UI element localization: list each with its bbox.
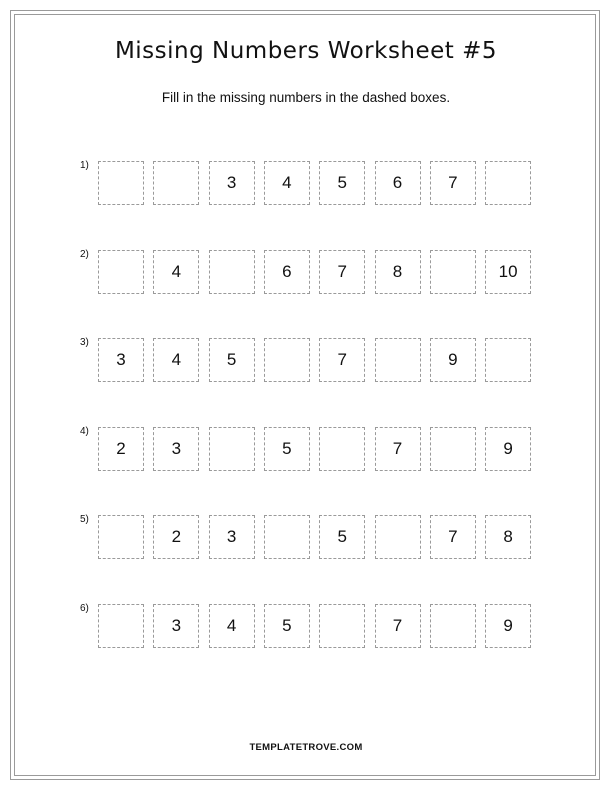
number-box: 8 [485, 515, 531, 559]
number-box: 7 [430, 515, 476, 559]
number-box: 4 [209, 604, 255, 648]
number-box: 3 [98, 338, 144, 382]
missing-number-box[interactable] [98, 515, 144, 559]
missing-number-box[interactable] [485, 161, 531, 205]
missing-number-box[interactable] [375, 338, 421, 382]
missing-number-box[interactable] [98, 250, 144, 294]
missing-number-box[interactable] [98, 161, 144, 205]
missing-number-box[interactable] [319, 427, 365, 471]
missing-number-box[interactable] [430, 427, 476, 471]
missing-number-box[interactable] [485, 338, 531, 382]
number-box: 6 [264, 250, 310, 294]
problem-number: 5) [80, 514, 89, 525]
problem-row [0, 250, 612, 296]
problem-number: 4) [80, 425, 89, 437]
number-box: 5 [319, 515, 365, 559]
number-box: 5 [209, 338, 255, 382]
missing-number-box[interactable] [98, 604, 144, 648]
number-box: 7 [430, 161, 476, 205]
number-box: 10 [485, 250, 531, 294]
missing-number-box[interactable] [209, 427, 255, 471]
number-box: 5 [264, 427, 310, 471]
number-box: 9 [485, 604, 531, 648]
worksheet-title: Missing Numbers Worksheet #5 [114, 38, 498, 64]
number-box: 7 [375, 427, 421, 471]
missing-number-box[interactable] [430, 604, 476, 648]
problem-row [0, 515, 612, 561]
number-box: 3 [209, 515, 255, 559]
missing-number-box[interactable] [153, 161, 199, 205]
missing-number-box[interactable] [264, 338, 310, 382]
missing-number-box[interactable] [209, 250, 255, 294]
problem-row [0, 604, 612, 650]
missing-number-box[interactable] [430, 250, 476, 294]
number-box: 4 [153, 250, 199, 294]
number-box: 9 [430, 338, 476, 382]
number-box: 5 [319, 161, 365, 205]
number-box: 4 [153, 338, 199, 382]
number-box: 3 [153, 427, 199, 471]
number-box: 3 [153, 604, 199, 648]
number-box: 7 [375, 604, 421, 648]
footer-brand: TEMPLATETROVE.COM [249, 742, 363, 753]
problem-number: 3) [80, 337, 89, 348]
problem-row [0, 427, 612, 473]
number-box: 7 [319, 338, 365, 382]
missing-number-box[interactable] [375, 515, 421, 559]
number-box: 5 [264, 604, 310, 648]
number-box: 9 [485, 427, 531, 471]
missing-number-box[interactable] [264, 515, 310, 559]
missing-number-box[interactable] [319, 604, 365, 648]
problem-row [0, 161, 612, 207]
number-box: 6 [375, 161, 421, 205]
number-box: 4 [264, 161, 310, 205]
instructions: Fill in the missing numbers in the dashed boxes. [161, 90, 451, 105]
number-box: 2 [98, 427, 144, 471]
number-box: 2 [153, 515, 199, 559]
number-box: 8 [375, 250, 421, 294]
number-box: 3 [209, 161, 255, 205]
problem-number: 6) [80, 602, 89, 614]
number-box: 7 [319, 250, 365, 294]
problem-number: 1) [80, 160, 89, 171]
problem-row [0, 338, 612, 384]
problem-number: 2) [80, 248, 89, 260]
